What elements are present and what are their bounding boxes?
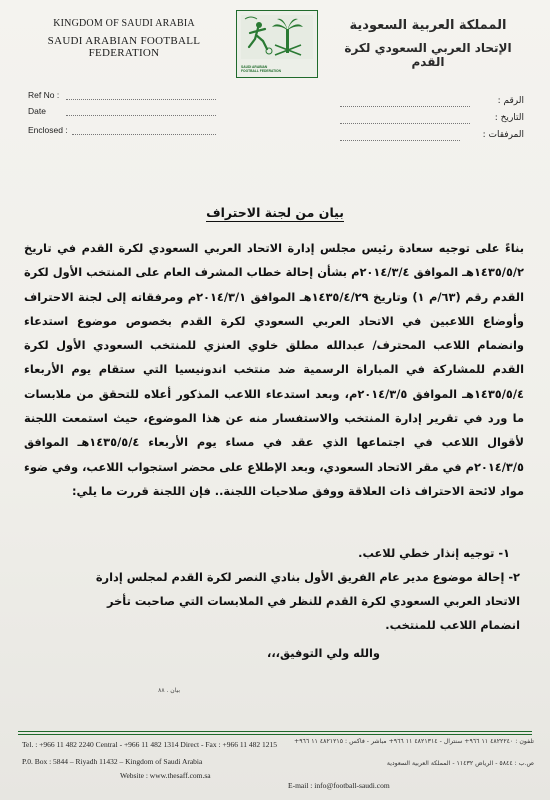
statement-paragraph: بناءً على توجيه سعادة رئيس مجلس إدارة الاتحاد العربي السعودي لكرة القدم في تاريخ ١٤٣٥/٥/٢هـ الموافق ٢٠١٤/٣/٤م بشأن إحالة خطاب المشرف العام على المنتخب الأول لكرة القدم رقم (٦٣/م ١) وتاريخ ١٤٣٥/٤/٢٩هـ الموافق ٢٠١٤/٣/١م ومرفقاته إلى لجنة الاحتراف وأوضاع اللاعبين في الاتحاد العربي السعودي لكرة القدم بخصوص موضوع استدعاء وانضمام اللاعب المحترف/ عبدالله مطلق خلوي العنزي للمنتخب السعودي الأول لكرة القدم للمشاركة في المباراة الرسمية ضد منتخب اندونيسيا التي ستقام يوم الأربعاء ١٤٣٥/٥/٤هـ الموافق ٢٠١٤/٣/٥م، وبعد استدعاء اللاعب المذكور أعلاه للتحقق من ملابسات ما ورد في تقرير إدارة المنتخب والاستفسار منه عن هذا الموضوع، حيث استمعت اللجنة لأقوال اللاعب في اجتماعها الذي عقد في مساء يوم الأربعاء ١٤٣٥/٥/٤هـ الموافق ٢٠١٤/٣/٥م في مقر الاتحاد السعودي، وبعد الإطلاع على محضر استجواب اللاعب، وفي ضوء مواد لائحة الاحتراف ذات العلاقة ووفق صلاحيات اللجنة.. فإن اللجنة قررت ما يلي: bbox=[24, 241, 525, 498]
footer-website: Website : www.thesaff.com.sa bbox=[120, 771, 211, 780]
decision-item-2-cont: الاتحاد العربي السعودي لكرة القدم للنظر في الملابسات التي صاحبت تأخر bbox=[107, 594, 520, 608]
english-letterhead bbox=[24, 18, 224, 59]
footer-po-box: P.0. Box : 5844 – Riyadh 11432 – Kingdom of Saudi Arabia bbox=[22, 757, 203, 766]
enclosed-label: Enclosed : bbox=[28, 125, 68, 135]
kingdom-name-en: KINGDOM OF SAUDI ARABIA bbox=[53, 18, 195, 29]
federation-logo bbox=[236, 10, 318, 78]
footer-phone: Tel. : +966 11 482 2240 Central - +966 11 482 1314 Direct - Fax : +966 11 482 1215 bbox=[22, 740, 278, 749]
enclosed-line bbox=[72, 134, 216, 135]
logo-caption: SAUDI ARABIAN FOOTBALL FEDERATION bbox=[241, 65, 281, 73]
federation-name-ar: الإتحاد العربي السعودي لكرة القدم bbox=[344, 41, 512, 69]
enclosed-line-ar bbox=[340, 140, 460, 141]
statement-body bbox=[24, 236, 524, 503]
ref-label-ar: الرقم : bbox=[497, 96, 524, 106]
federation-name-en: SAUDI ARABIAN FOOTBALL FEDERATION bbox=[47, 35, 201, 59]
footer-rule bbox=[18, 731, 532, 732]
closing-phrase: والله ولي التوفيق،،، bbox=[267, 646, 380, 660]
enclosed-label-ar: المرفقات : bbox=[482, 130, 524, 140]
ref-label: Ref No : bbox=[28, 90, 60, 100]
decision-item-1: ١- توجيه إنذار خطي للاعب. bbox=[358, 546, 510, 560]
statement-title: بيان من لجنة الاحتراف bbox=[206, 205, 344, 220]
date-line-ar bbox=[340, 123, 470, 124]
date-label: Date bbox=[28, 106, 46, 116]
decision-item-2-end: انضمام اللاعب للمنتخب. bbox=[385, 618, 520, 632]
footer-rule-thin bbox=[18, 734, 532, 735]
footer-phone-ar: تلفون : ٤٨٢٢٢٤٠ ١١ ٩٦٦+ سنترال - ٤٨٢١٣١٤ ١١ ٩٦٦+ مباشر - فاكس : ٤٨٢١٢١٥ ١١ ٩٦٦+ bbox=[294, 738, 534, 745]
footer-address-ar: ص.ب : ٥٨٤٤ - الرياض ١١٤٣٢ - المملكة العربية السعودية bbox=[386, 760, 534, 767]
footer-email: E-mail : info@football-saudi.com bbox=[288, 781, 390, 790]
date-label-ar: التاريخ : bbox=[494, 113, 524, 123]
signature-note: بيان . ٨٨ bbox=[158, 687, 180, 694]
arabic-letterhead bbox=[328, 18, 528, 69]
ref-line bbox=[66, 99, 216, 100]
ref-line-ar bbox=[340, 106, 470, 107]
kingdom-name-ar: المملكة العربية السعودية bbox=[349, 18, 507, 33]
decision-item-2: ٢- إحالة موضوع مدير عام الفريق الأول بنادي النصر لكرة القدم لمجلس إدارة bbox=[95, 570, 520, 584]
date-line bbox=[66, 115, 216, 116]
